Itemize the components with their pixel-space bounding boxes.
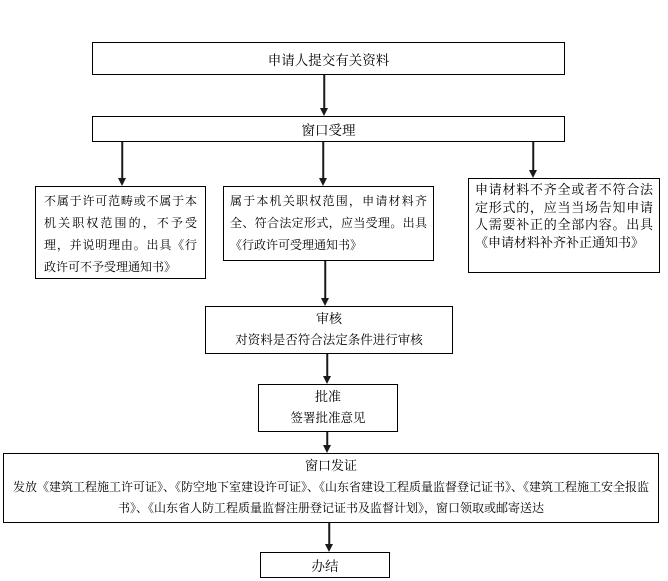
node-accepted-notice bbox=[223, 186, 434, 261]
arrow-review-to-approve bbox=[322, 354, 332, 384]
arrow-head-icon bbox=[323, 376, 331, 384]
node-window-acceptance-label: 窗口受理 bbox=[301, 123, 356, 139]
node-issue-title: 窗口发证 bbox=[304, 459, 357, 474]
arrow-acceptance-to-supplement bbox=[528, 142, 538, 178]
node-supplement-text: 申请材料不齐全或者不符合法定形式的，应当当场告知申请人需要补正的全部内容。出具《申请材料补齐补正通知书》 bbox=[475, 183, 653, 251]
node-approve bbox=[258, 384, 398, 432]
node-supplement-notice bbox=[468, 178, 660, 273]
arrow-shaft bbox=[324, 261, 326, 299]
arrow-shaft bbox=[532, 142, 534, 171]
node-window-acceptance bbox=[92, 116, 565, 142]
node-issue-body: 发放《建筑工程施工许可证》、《防空地下室建设许可证》、《山东省建设工程质量监督登记证书》、《建筑工程施工安全报监书》、《山东省人防工程质量监督注册登记证书及监督计划》，窗口领取或邮寄送达 bbox=[12, 480, 649, 515]
node-not-accepted-text: 不属于许可范畴或不属于本机关职权范围的，不予受理，并说明理由。出具《行政许可不予受理通知书》 bbox=[44, 194, 197, 274]
arrow-shaft bbox=[328, 523, 330, 545]
arrow-shaft bbox=[326, 432, 328, 446]
node-submit-materials-label: 申请人提交有关资料 bbox=[267, 52, 390, 69]
node-review-subtitle: 对资料是否符合法定条件进行审核 bbox=[235, 332, 423, 347]
arrow-shaft bbox=[323, 75, 325, 109]
arrow-head-icon bbox=[323, 445, 331, 453]
node-review bbox=[205, 306, 453, 354]
arrow-head-icon bbox=[529, 170, 537, 178]
arrow-head-icon bbox=[319, 178, 327, 186]
arrow-head-icon bbox=[325, 544, 333, 552]
arrow-head-icon bbox=[321, 298, 329, 306]
arrow-shaft bbox=[326, 354, 328, 377]
arrow-accepted-to-review bbox=[320, 261, 330, 306]
node-approve-title: 批准 bbox=[314, 390, 341, 405]
arrow-issue-to-complete bbox=[324, 523, 334, 552]
node-review-title: 审核 bbox=[315, 312, 342, 327]
node-complete-label: 办结 bbox=[311, 559, 339, 575]
node-submit-materials bbox=[92, 42, 565, 75]
node-accepted-text: 属于本机关职权范围，申请材料齐全、符合法定形式，应当受理。出具《行政许可受理通知书》 bbox=[230, 194, 427, 252]
arrow-approve-to-issue bbox=[322, 432, 332, 453]
arrow-submit-to-acceptance bbox=[319, 75, 329, 116]
arrow-shaft bbox=[322, 142, 324, 179]
node-complete bbox=[260, 552, 390, 578]
arrow-shaft bbox=[121, 142, 123, 179]
node-not-accepted-notice bbox=[35, 186, 206, 279]
arrow-head-icon bbox=[118, 178, 126, 186]
arrow-acceptance-to-reject bbox=[117, 142, 127, 186]
arrow-head-icon bbox=[320, 108, 328, 116]
node-approve-subtitle: 签署批准意见 bbox=[290, 410, 366, 425]
node-issue-certificates bbox=[3, 453, 659, 523]
arrow-acceptance-to-accepted bbox=[318, 142, 328, 186]
